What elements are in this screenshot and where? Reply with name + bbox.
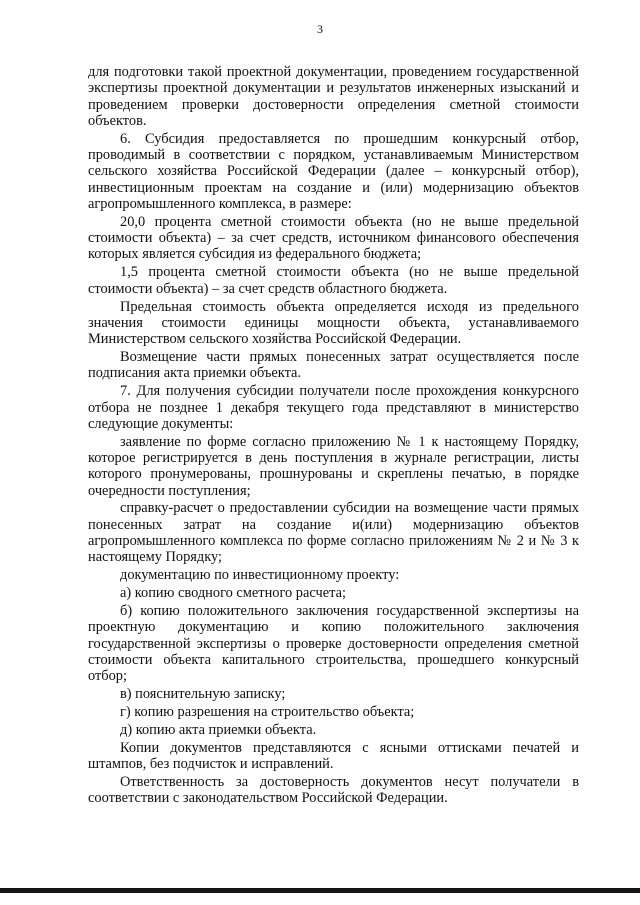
paragraph-16: Копии документов представляются с ясными оттисками печатей и штампов, без подчисток и исправлений.: [88, 739, 579, 773]
paragraph-9: справку-расчет о предоставлении субсидии на возмещение части прямых понесенных затрат на создание и(или) модернизацию объектов агропромышленного комплекса по форме согласно приложениям № 2 и № 3 к настоящему Порядку;: [88, 500, 579, 566]
paragraph-5: Предельная стоимость объекта определяется исходя из предельного значения стоимости единицы мощности объекта, устанавливаемого Министерством сельского хозяйства Российской Федерации.: [88, 298, 579, 348]
paragraph-7: 7. Для получения субсидии получатели после прохождения конкурсного отбора не позднее 1 декабря текущего года представляют в министерство следующие документы:: [88, 383, 579, 432]
paragraph-17: Ответственность за достоверность документов несут получатели в соответствии с законодательством Российской Федерации.: [88, 773, 579, 807]
paragraph-8: заявление по форме согласно приложению № 1 к настоящему Порядку, которое регистрируется в день поступления в журнале регистрации, листы которого пронумерованы, прошнурованы и скреплены печатью, в порядке очередности поступления;: [88, 433, 579, 499]
paragraph-15: д) копию акта приемки объекта.: [120, 721, 317, 738]
paragraph-6: Возмещение части прямых понесенных затрат осуществляется после подписания акта приемки объекта.: [88, 349, 579, 382]
paragraph-4: 1,5 процента сметной стоимости объекта (но не выше предельной стоимости объекта) – за счет средств областного бюджета.: [88, 264, 579, 297]
paragraph-14: г) копию разрешения на строительство объекта;: [120, 704, 415, 720]
page-number: 3: [317, 22, 323, 36]
paragraph-1: для подготовки такой проектной документации, проведением государственной экспертизы проектной документации и результатов инженерных изысканий и проведением проверки достоверности определения сметной стоимости объектов.: [88, 64, 579, 129]
paragraph-2: 6. Субсидия предоставляется по прошедшим конкурсный отбор, проводимый в соответствии с порядком, устанавливаемым Министерством сельского хозяйства Российской Федерации (далее – конкурсный отбор), инвестиционным проектам на создание и (или) модернизацию объектов агропромышленного комплекса, в размере:: [88, 130, 579, 212]
bottom-scan-edge: [0, 888, 640, 893]
paragraph-10: документацию по инвестиционному проекту:: [120, 567, 400, 584]
paragraph-13: в) пояснительную записку;: [120, 686, 286, 703]
paragraph-3: 20,0 процента сметной стоимости объекта (но не выше предельной стоимости объекта) – за счет средств, источником финансового обеспечения которых является субсидия из федерального бюджета;: [88, 213, 579, 263]
paragraph-12: б) копию положительного заключения государственной экспертизы на проектную документацию и копию положительного заключения государственной экспертизы о проверке достоверности определения сметной стоимости объекта капитального строительства, прошедшего конкурсный отбор;: [88, 603, 579, 685]
paragraph-11: а) копию сводного сметного расчета;: [120, 585, 346, 602]
document-body: [88, 64, 579, 808]
